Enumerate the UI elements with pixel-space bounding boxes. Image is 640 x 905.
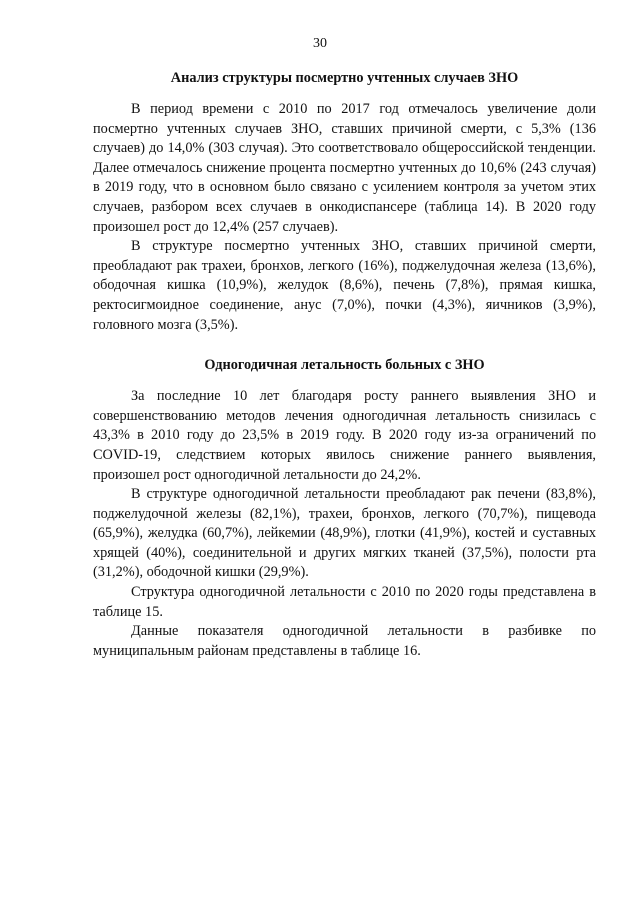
- section-heading-one-year-mortality: Одногодичная летальность больных с ЗНО: [204, 357, 485, 374]
- section-heading-posthumous-cases: Анализ структуры посмертно учтенных случаев ЗНО: [170, 70, 519, 86]
- page-number: 30: [313, 36, 327, 51]
- document-body: [93, 68, 596, 661]
- paragraph-mortality-trend: За последние 10 лет благодаря росту раннего выявления ЗНО и совершенствованию методов лечения одногодичная летальность снизилась с 43,3% в 2010 году до 23,5% в 2019 году. В 2020 году из-за ограничений по COVID-19, следствием которых явилось снижение раннего выявления, произошел рост одногодичной летальности до 24,2%.: [93, 388, 596, 483]
- paragraph-posthumous-structure: В структуре посмертно учтенных ЗНО, ставших причиной смерти, преобладают рак трахеи, бронхов, легкого (16%), поджелудочная железа (13,6%), ободочная кишка (10,9%), желудок (8,6%), печень (7,8%), прямая кишка, ректосигмоидное соединение, анус (7,0%), почки (4,3%), яичников (3,9%), головного мозга (3,5%).: [93, 238, 596, 333]
- paragraph-table-15-reference: Структура одногодичной летальности с 2010 по 2020 годы представлена в таблице 15.: [93, 584, 596, 620]
- paragraph-posthumous-trend: В период времени с 2010 по 2017 год отмечалось увеличение доли посмертно учтенных случаев ЗНО, ставших причиной смерти, с 5,3% (136 случаев) до 14,0% (303 случая). Это соответствовало общероссийской тенденции. Далее отмечалось снижение процента посмертно учтенных до 10,6% (243 случая) в 2019 году, что в основном было связано с усилением контроля за учетом этих случаев, разбором всех случаев в онкодиспансере (таблица 14). В 2020 году произошел рост до 12,4% (257 случаев).: [93, 101, 596, 235]
- paragraph-mortality-structure: В структуре одногодичной летальности преобладают рак печени (83,8%), поджелудочной железы (82,1%), трахеи, бронхов, легкого (70,7%), пищевода (65,9%), желудка (60,7%), лейкемии (48,9%), глотки (41,9%), костей и суставных хрящей (40%), соединительной и других мягких тканей (37,5%), полости рта (31,2%), ободочной кишки (29,9%).: [93, 486, 596, 581]
- paragraph-table-16-reference: Данные показателя одногодичной летальности в разбивке по муниципальным районам представлены в таблице 16.: [93, 623, 596, 659]
